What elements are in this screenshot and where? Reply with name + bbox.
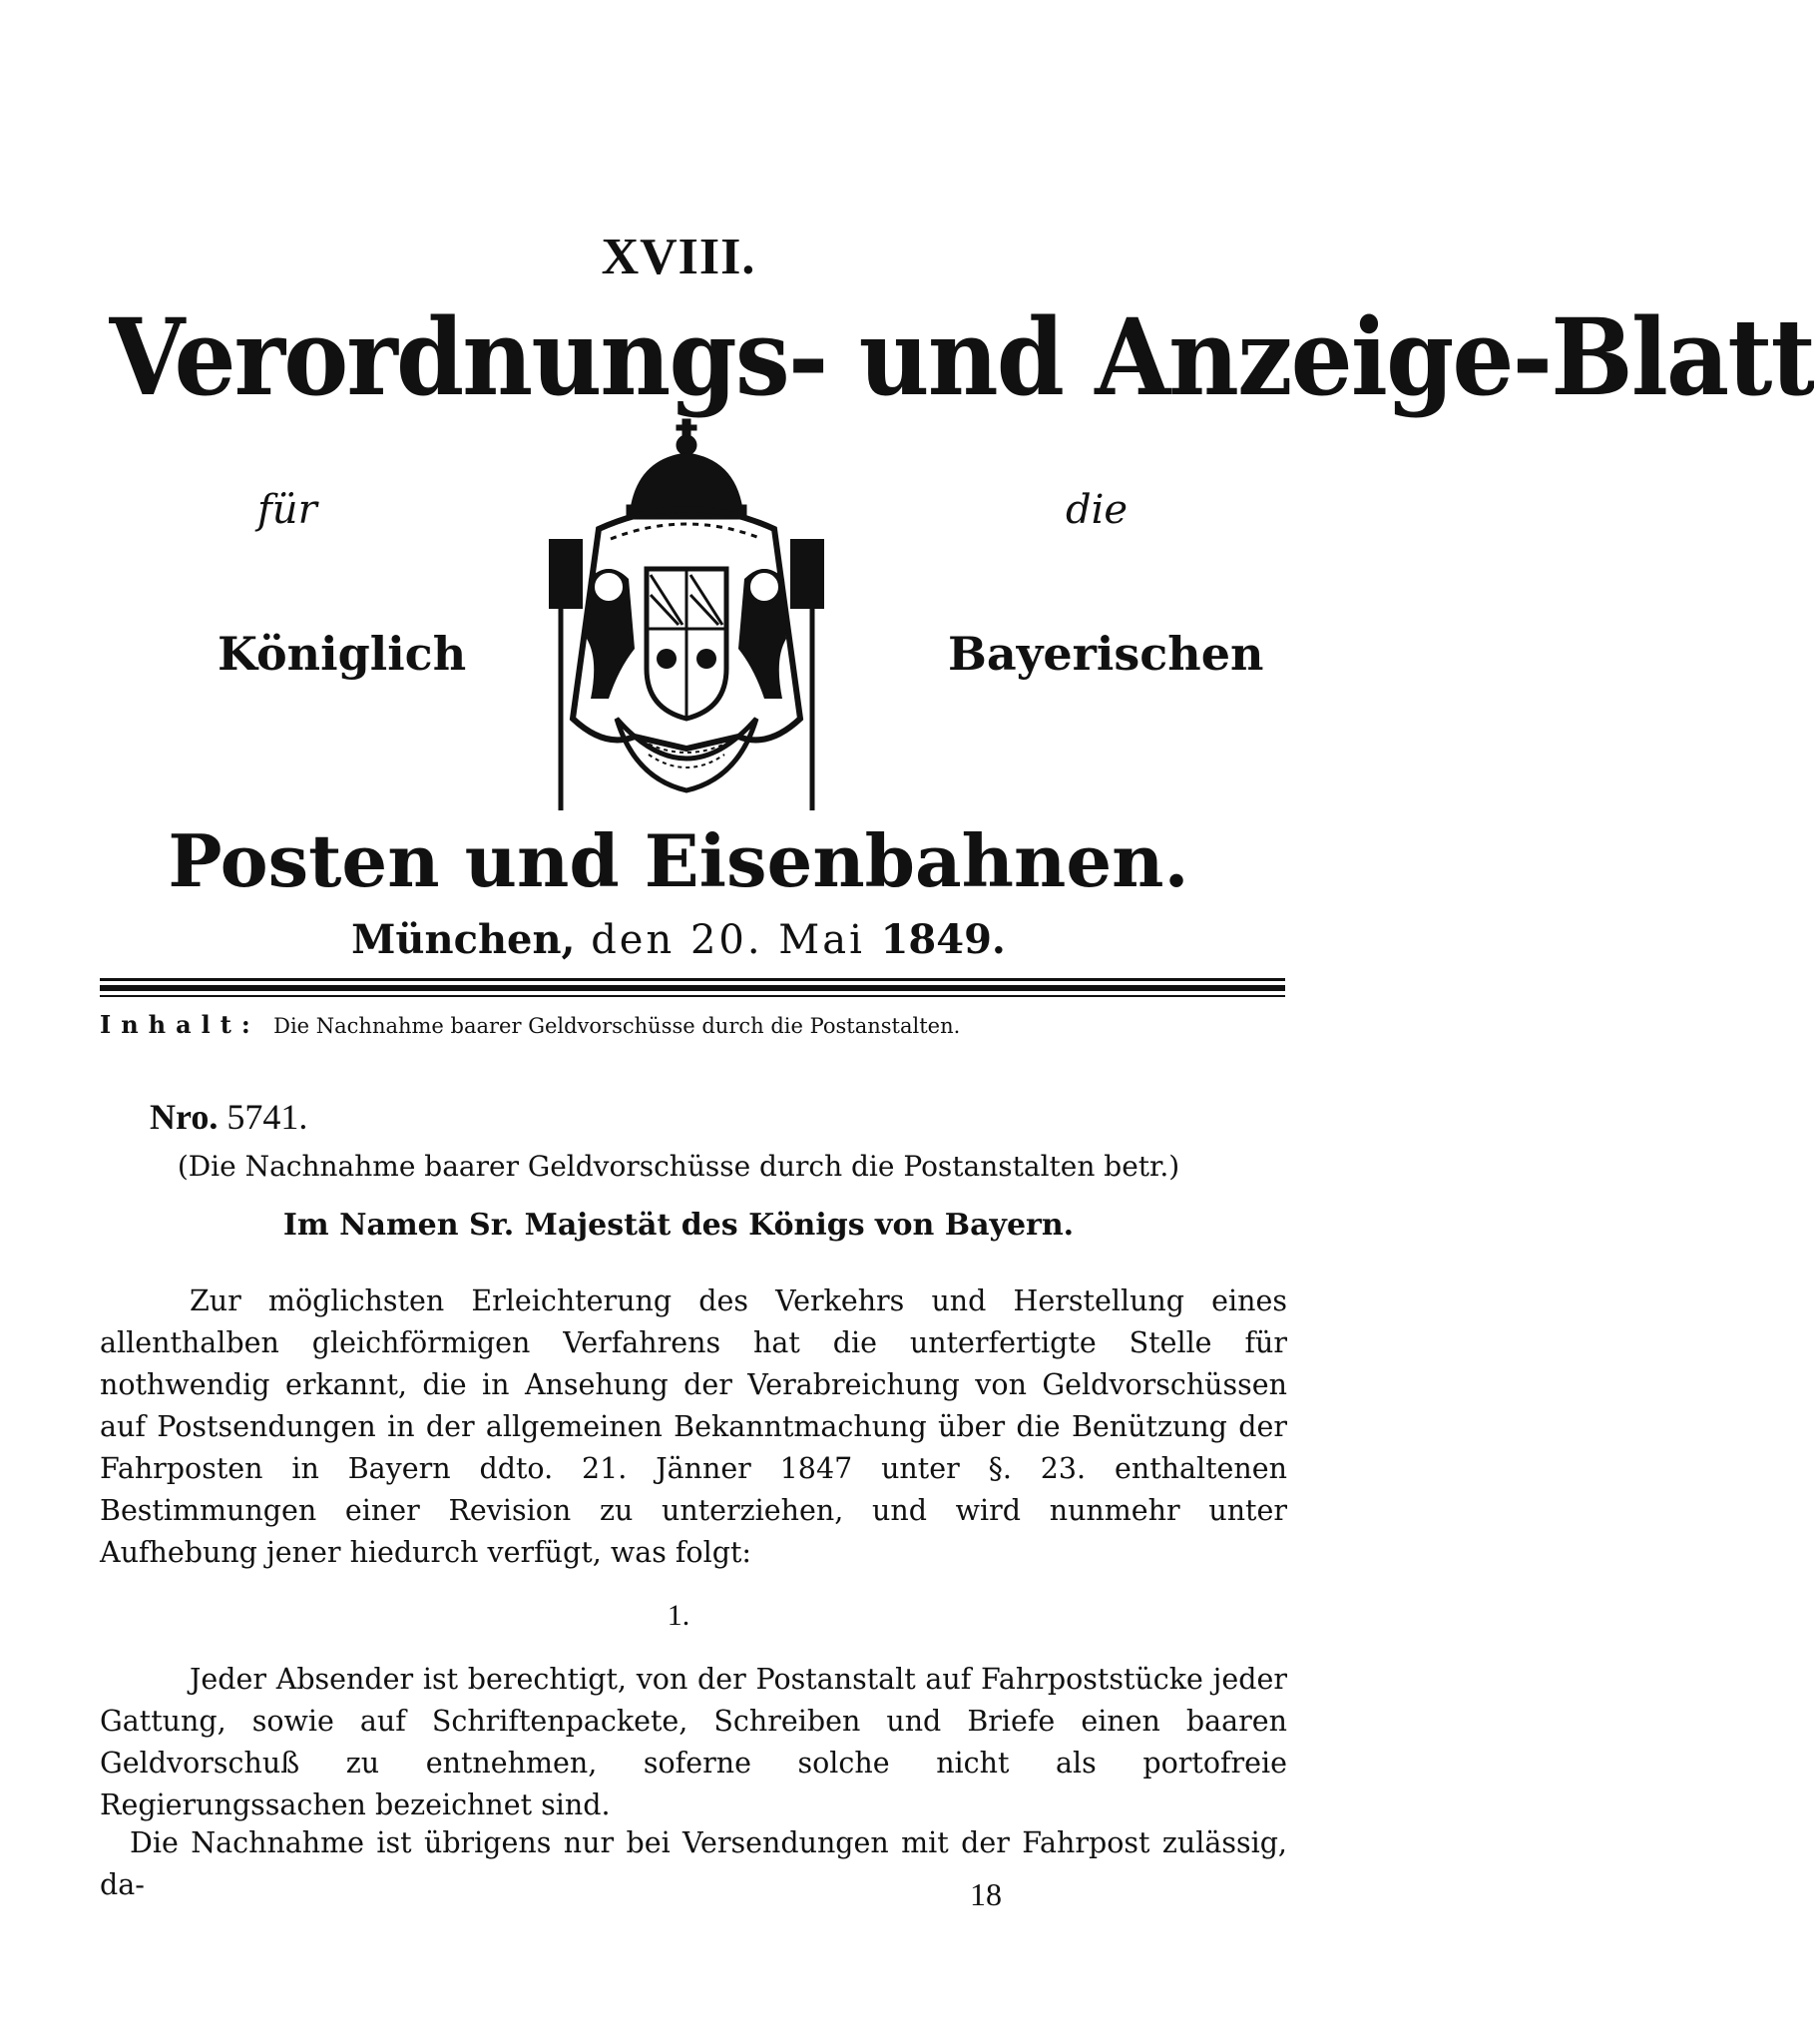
invocation: Im Namen Sr. Majestät des Königs von Bayern. bbox=[282, 1208, 1075, 1243]
contents-text: Die Nachnahme baarer Geldvorschüsse durch die Postanstalten. bbox=[273, 1014, 961, 1038]
decree-number-value: 5741. bbox=[227, 1097, 308, 1137]
word-bayerischen: Bayerischen bbox=[948, 627, 1264, 681]
paragraph-preamble: Zur möglichsten Erleichterung des Verkehrs und Herstellung eines allenthalben gleichförmigen Verfahrens hat die unterfertigte Stelle für nothwendig erkannt, die in Ansehung der Verabreichung von Geldvorschüssen auf Postsendungen in der allgemeinen Bekanntmachung über die Benützung der Fahrposten in Bayern ddto. 21. Jänner 1847 unter §. 23. enthaltenen Bestimmungen einer Revision zu unterziehen, und wird nunmehr unter Aufhebung jener hiedurch verfügt, was folgt: bbox=[100, 1284, 1287, 1569]
dateline bbox=[0, 916, 1357, 963]
header-rule-thin bbox=[100, 978, 1285, 981]
paragraph-section-1-continued: Die Nachnahme ist übrigens nur bei Versendungen mit der Fahrpost zulässig, da- bbox=[100, 1826, 1287, 1901]
section-number: 1. bbox=[667, 1599, 690, 1632]
word-koeniglich: Königlich bbox=[218, 627, 467, 681]
main-title: Verordnungs- und Anzeige-Blatt bbox=[109, 294, 1814, 419]
decree-subject: (Die Nachnahme baarer Geldvorschüsse durch die Postanstalten betr.) bbox=[177, 1150, 1180, 1183]
paragraph-section-1: Jeder Absender ist berechtigt, von der Postanstalt auf Fahrpoststücke jeder Gattung, sowie auf Schriftenpackete, Schreiben und Briefe einen baaren Geldvorschuß zu entnehmen, soferne solche nicht als portofreie Regierungssachen bezeichnet sind. bbox=[100, 1663, 1287, 1821]
word-die: die bbox=[1066, 487, 1129, 533]
dateline-city: München, bbox=[351, 916, 576, 963]
dateline-year: 1849. bbox=[880, 916, 1006, 963]
subtitle: Posten und Eisenbahnen. bbox=[168, 818, 1189, 903]
header-rule-bottom bbox=[100, 995, 1285, 997]
header-rule-thick bbox=[100, 985, 1285, 991]
contents-line bbox=[100, 1010, 960, 1039]
issue-number: XVIII. bbox=[601, 229, 756, 285]
dateline-date: den 20. Mai bbox=[575, 917, 881, 963]
contents-label: Inhalt: bbox=[100, 1010, 260, 1039]
page-number: 18 bbox=[970, 1876, 1002, 1912]
decree-number bbox=[150, 1096, 307, 1138]
coat-of-arms-icon bbox=[539, 419, 834, 810]
word-fuer: für bbox=[257, 487, 317, 533]
decree-number-label: Nro. bbox=[150, 1097, 219, 1137]
